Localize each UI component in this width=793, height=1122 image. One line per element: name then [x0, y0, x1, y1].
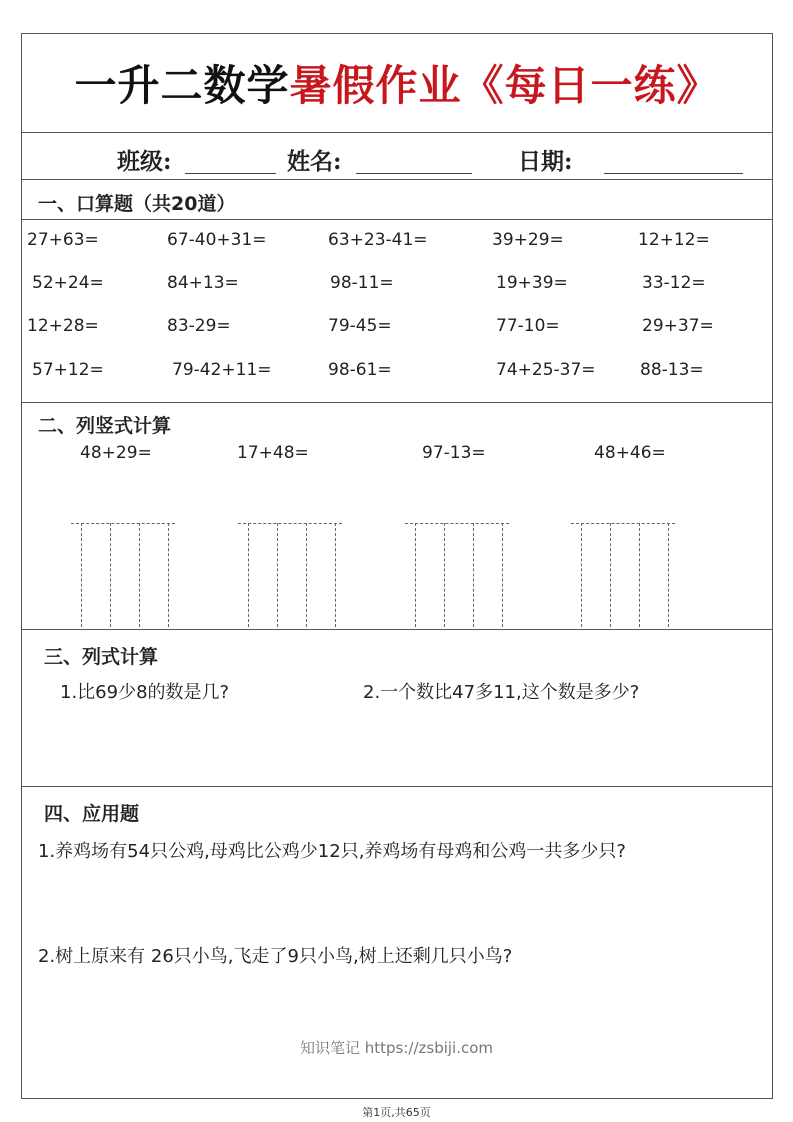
date-label: 日期: — [518, 148, 573, 175]
grid-column-line — [415, 523, 416, 627]
mental-math-problem: 84+13= — [167, 273, 239, 293]
mental-math-problem: 12+28= — [27, 316, 99, 336]
section-heading: 二、列竖式计算 — [38, 415, 172, 437]
date-blank[interactable] — [604, 173, 743, 174]
mental-math-problem: 52+24= — [32, 273, 104, 293]
vertical-calc-grid[interactable] — [71, 523, 175, 627]
worksheet-title — [22, 34, 772, 133]
mental-math-problem: 39+29= — [492, 230, 564, 250]
student-info-row — [22, 133, 772, 180]
title-subject: 暑假作业《每日一练》 — [289, 61, 720, 110]
class-blank[interactable] — [185, 173, 276, 174]
question-2: 2.一个数比47多11,这个数是多少? — [363, 682, 640, 703]
mental-math-problem: 27+63= — [27, 230, 99, 250]
word-problem-1: 1.养鸡场有54只公鸡,母鸡比公鸡少12只,养鸡场有母鸡和公鸡一共多少只? — [38, 841, 626, 862]
grid-column-line — [168, 523, 169, 627]
mental-math-problem: 29+37= — [642, 316, 714, 336]
section-heading: 一、口算题（共20道） — [38, 193, 236, 215]
mental-math-problem: 79-42+11= — [172, 360, 272, 380]
section-heading: 三、列式计算 — [44, 646, 159, 668]
grid-column-line — [502, 523, 503, 627]
vertical-calc-problem: 97-13= — [422, 443, 486, 463]
mental-math-problem: 33-12= — [642, 273, 706, 293]
grid-top-line — [405, 523, 509, 524]
mental-math-problem: 12+12= — [638, 230, 710, 250]
vertical-calc-grid[interactable] — [238, 523, 342, 627]
grid-column-line — [81, 523, 82, 627]
vertical-calc-problem: 48+29= — [80, 443, 152, 463]
mental-math-problem: 88-13= — [640, 360, 704, 380]
grid-top-line — [571, 523, 675, 524]
grid-column-line — [335, 523, 336, 627]
name-label: 姓名: — [287, 148, 342, 175]
section-expression-calc — [22, 630, 772, 787]
mental-math-problem: 98-11= — [330, 273, 394, 293]
page-number: 第1页,共65页 — [362, 1106, 431, 1119]
section-heading: 四、应用题 — [44, 803, 140, 825]
grid-column-line — [110, 523, 111, 627]
mental-math-problem: 63+23-41= — [328, 230, 428, 250]
grid-column-line — [277, 523, 278, 627]
mental-math-problem: 83-29= — [167, 316, 231, 336]
question-1: 1.比69少8的数是几? — [60, 682, 230, 703]
grid-top-line — [71, 523, 175, 524]
mental-math-problem: 74+25-37= — [496, 360, 596, 380]
grid-column-line — [473, 523, 474, 627]
worksheet — [21, 33, 773, 1099]
grid-column-line — [444, 523, 445, 627]
grid-column-line — [639, 523, 640, 627]
name-blank[interactable] — [356, 173, 472, 174]
section-vertical-calc — [22, 403, 772, 630]
section-mental-math-header — [22, 180, 772, 220]
grid-column-line — [139, 523, 140, 627]
mental-math-problem: 79-45= — [328, 316, 392, 336]
title-grade: 一升二数学 — [74, 61, 290, 110]
grid-column-line — [581, 523, 582, 627]
section-mental-math — [22, 180, 772, 403]
word-problem-2: 2.树上原来有 26只小鸟,飞走了9只小鸟,树上还剩几只小鸟? — [38, 946, 513, 967]
grid-top-line — [238, 523, 342, 524]
class-label: 班级: — [117, 148, 172, 175]
grid-column-line — [248, 523, 249, 627]
mental-math-problem: 57+12= — [32, 360, 104, 380]
grid-column-line — [610, 523, 611, 627]
vertical-calc-problem: 17+48= — [237, 443, 309, 463]
grid-column-line — [306, 523, 307, 627]
mental-math-problem: 77-10= — [496, 316, 560, 336]
vertical-calc-problem: 48+46= — [594, 443, 666, 463]
mental-math-problem: 19+39= — [496, 273, 568, 293]
mental-math-problem: 98-61= — [328, 360, 392, 380]
mental-math-problem: 67-40+31= — [167, 230, 267, 250]
vertical-calc-grid[interactable] — [405, 523, 509, 627]
footer-source: 知识笔记 https://zsbiji.com — [299, 1039, 494, 1057]
vertical-calc-grid[interactable] — [571, 523, 675, 627]
grid-column-line — [668, 523, 669, 627]
